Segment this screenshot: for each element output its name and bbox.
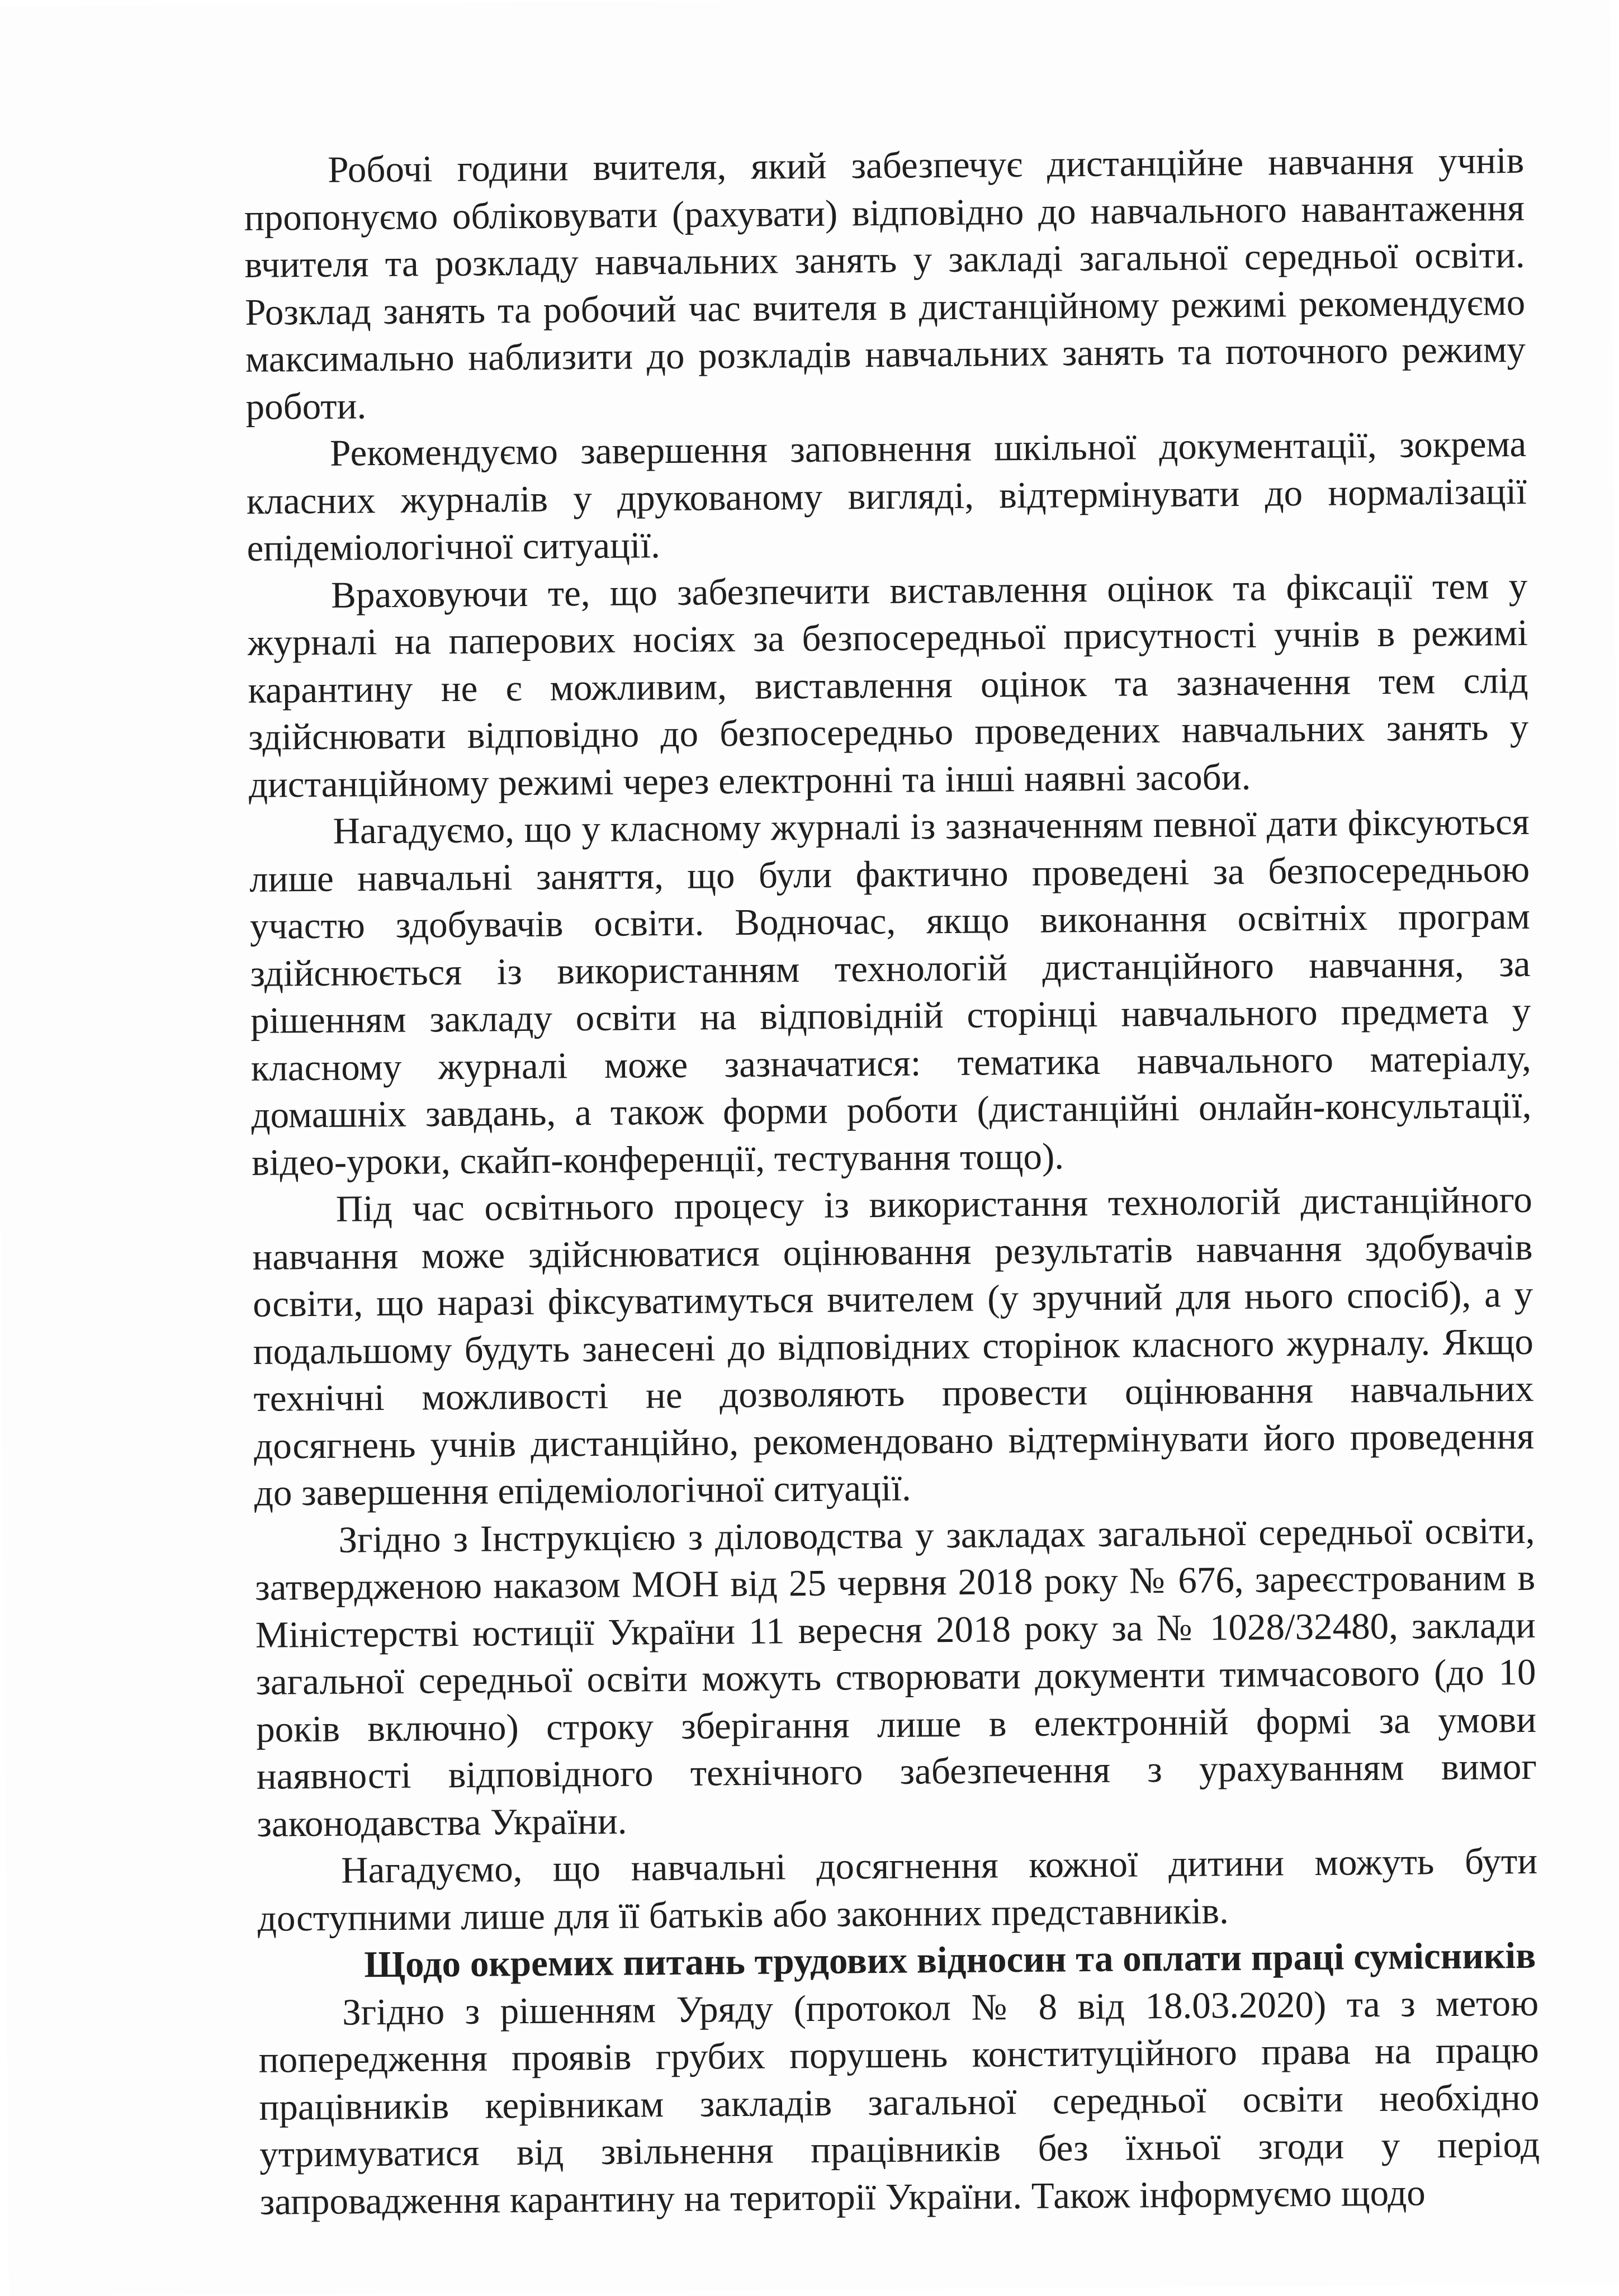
paragraph-teacher-hours: Робочі години вчителя, який забезпечує дистанційне навчання учнів пропонуємо обліковувати (рахувати) відповідно до навчального навантаження вчителя та розкладу навчальних занять у закладі загальної середньої освіти. Розклад занять та робочий час вчителя в дистанційному режимі рекомендуємо максимально наблизити до розкладів навчальних занять та поточного режиму роботи. [244, 139, 1526, 428]
section-heading: Щодо окремих питань трудових відносин та оплати праці сумісників [364, 1934, 1536, 1986]
paragraph-government-decision: Згідно з рішенням Уряду (протокол № 8 від 18.03.2020) та з метою попередження проявів грубих порушень конституційного права на працю працівників керівникам закладів загальної середньої освіти необхідно утримуватися від звільнення працівників без їхньої згоди у період запровадження карантину на території України. Також інформуємо щодо [258, 1982, 1540, 2223]
paragraph-assessment: Під час освітнього процесу із використання технологій дистанційного навчання може здійснюватися оцінювання результатів навчання здобувачів освіти, що наразі фіксуватимуться вчителем (у зручний для нього спосіб), а у подальшому будуть занесені до відповідних сторінок класного журналу. Якщо технічні можливості не дозволяють провести оцінювання навчальних досягнень учнів дистанційно, рекомендовано відтермінувати його проведення до завершення епідеміологічної ситуації. [252, 1178, 1535, 1514]
paragraph-class-journal: Нагадуємо, що у класному журналі із зазначенням певної дати фіксуються лише навчальні заняття, що були фактично проведені за безпосередньою участю здобувачів освіти. Водночас, якщо виконання освітніх програм здійснюється із використанням технологій дистанційного навчання, за рішенням закладу освіти на відповідній сторінці навчального предмета у класному журналі може зазначатися: тематика навчального матеріалу, домашніх завдань, а також форми роботи (дистанційні онлайн-консультації, відео-уроки, скайп-конференції, тестування тощо). [249, 801, 1532, 1183]
paragraph-instruction: Згідно з Інструкцією з діловодства у закладах загальної середньої освіти, затвердженою наказом МОН від 25 червня 2018 року № 676, зареєстрованим в Міністерстві юстиції України 11 вересня 2018 року за № 1028/32480, заклади загальної середньої освіти можуть створювати документи тимчасового (до 10 років включно) строку зберігання лише в електронній формі за умови наявності відповідного технічного забезпечення з урахуванням вимог законодавства України. [254, 1509, 1537, 1845]
paragraph-grading: Враховуючи те, що забезпечити виставлення оцінок та фіксації тем у журналі на паперових носіях за безпосередньої присутності учнів в режимі карантину не є можливим, виставлення оцінок та зазначення тем слід здійснювати відповідно до безпосередньо проведених навчальних занять у дистанційному режимі через електронні та інші наявні засоби. [247, 565, 1529, 806]
document-body [244, 137, 1540, 2226]
paragraph-documentation: Рекомендуємо завершення заповнення шкільної документації, зокрема класних журналів у друкованому вигляді, відтермінувати до нормалізації епідеміологічної ситуації. [246, 423, 1527, 569]
paragraph-privacy: Нагадуємо, що навчальні досягнення кожної дитини можуть бути доступними лише для її батьків або законних представників. [257, 1840, 1538, 1939]
